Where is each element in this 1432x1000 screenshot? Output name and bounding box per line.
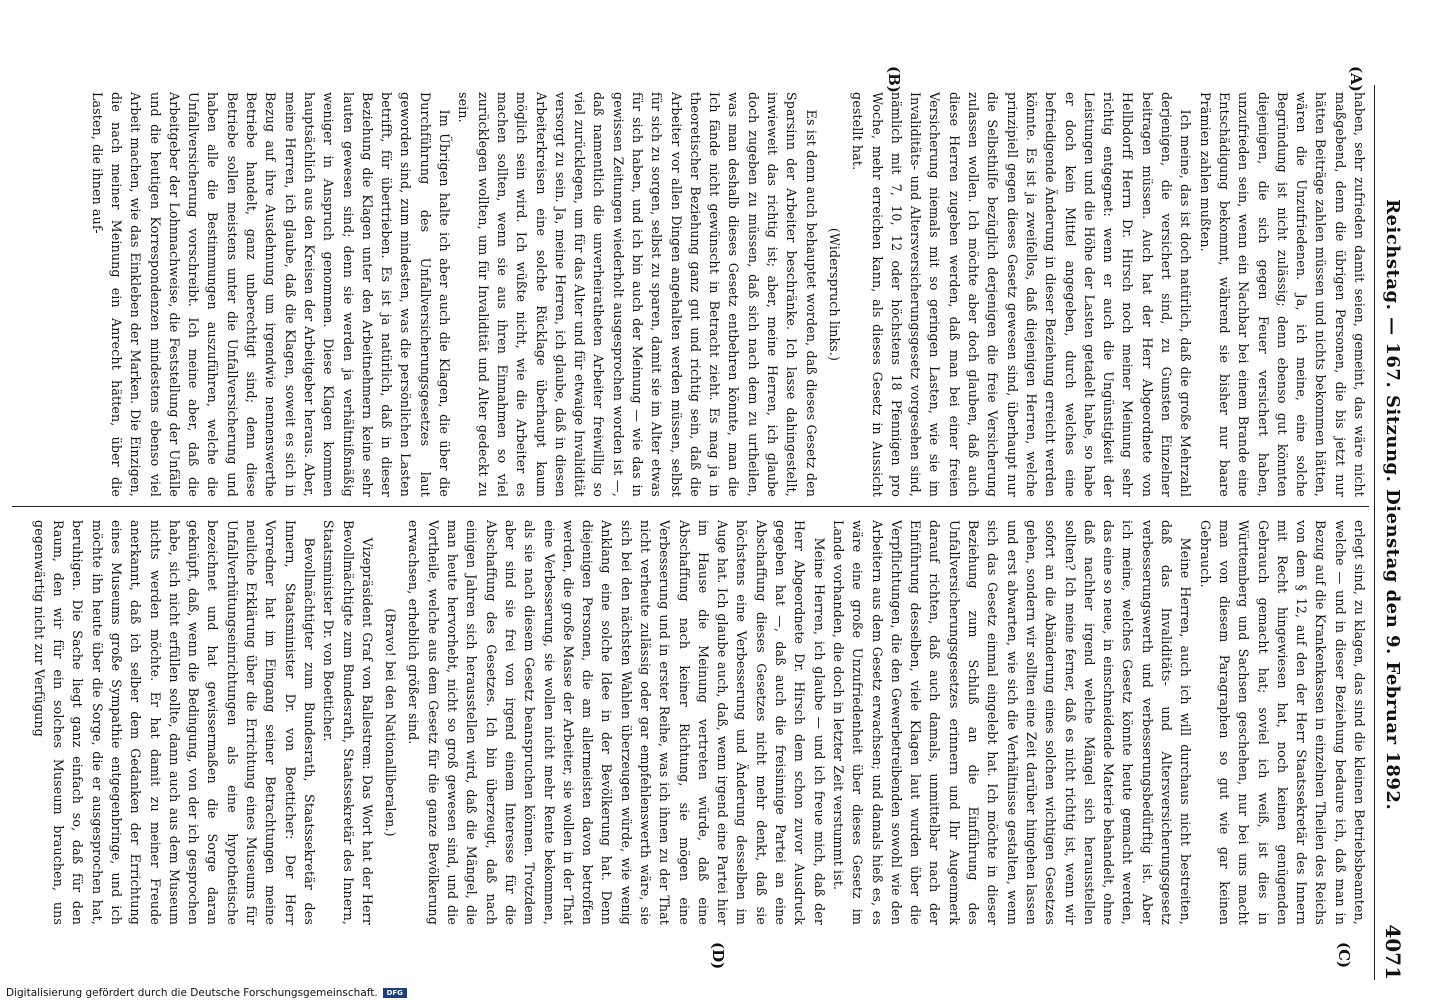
- margin-marker-b: (B): [885, 66, 903, 93]
- paragraph: Meine Herren, ich glaube — und ich freue mich, daß der Herr Abgeordnete Dr. Hirsch dem schon zuvor Ausdruck gegeben hat —, daß auch die freisinnige Partei an eine Abschaffung dieses Gesetzes nicht mehr denkt, daß sie höchstens eine Verbesserung und Änderung desselben im Auge hat. Ich glaube auch, daß, wenn irgend eine Partei hier im Hause die Meinung vertreten würde, daß eine Abschaffung nach keiner Richtung, sie mögen eine Verbesserung und in erster Reihe, was ich ihnen zu der That nicht verheute zulässig oder gar empfehlenswerth wäre, sie sich bei den nächsten Wahlen überzeugen würde, wie wenig Anklang eine solche Idee in der Bevölkerung hat. Denn diejenigen Personen, die am allermeisten davon betroffen werden, die große Masse der Arbeiter, sie wollen in der That eine Verbesserung, sie wollen nicht mehr Rente bekommen, als sie nach diesem Gesetz beanspruchen können. Trotzdem aber sind sie frei von irgend einem Interesse für die Abschaffung des Gesetzes. Ich bin überzeugt, daß nach einigen Jahren sich herausstellen wird, daß die Mängel, die man heute hervorhebt, nicht so groß gewesen sind, und die Vortheile, welche aus dem Gesetz für die ganze Bevölkerung erwachsen, erheblich größer sind.: [406, 520, 827, 925]
- paragraph: haben, sehr zufrieden damit seien, gemeint, das wäre nicht maßgebend, denn die übrigen Personen, die bis jetzt nur hätten Beiträge zahlen müssen und nichts bekommen hätten, wären die Unzufriedenen. Ja, ich meine, eine solche Begründung ist nicht zulässig; denn ebenso gut könnten diejenigen, die sich gegen Feuer versichert haben, unzufrieden sein, wenn ein Nachbar bei einem Brande eine Entschädigung bekommt, während sie bisher nur baare Prämien zahlen mußten.: [1197, 92, 1367, 497]
- paragraph: Es ist denn auch behauptet worden, daß dieses Gesetz den Sparsinn der Arbeiter beschränke. Ich lasse dahingestellt, inwieweit das richtig ist; aber, meine Herren, ich glaube doch zugeben zu müssen, daß sich nach dem zu urtheilen, was man deshalb dieses Gesetz entbehren könnte, man die Ich fände nicht gewünscht in Betracht zieht. Es mag ja in theoretischer Beziehung ganz gut und richtig sein, daß die Arbeiter vor allen Dingen angehalten werden müssen, selbst für sich zu sorgen, selbst zu sparen, damit sie im Alter etwas für sich haben, und ich bin auch der Meinung — wie das in gewissen Zeitungen wiederholt ausgesprochen worden ist —, daß namentlich die unverheiratheten Arbeiter freiwillig so viel zurücklegen, um für das Alter und für etwaige Invalidität versorgt zu sein. Ja, meine Herren, ich glaube, daß in diesen Arbeiterkreisen eine solche Rücklage überhaupt kaum möglich sein wird. Ich wüßte nicht, wie die Arbeiter es machen sollten, wenn sie aus ihren Einnahmen so viel zurücklegen wollten, um für Invalidität und Alter gedeckt zu sein.: [456, 92, 819, 497]
- speaker-paragraph: Bevollmächtigter zum Bundesrath, Staatssekretär des Innern, Staatsminister Dr. von Boetticher: Der Herr Vorredner hat im Eingang seiner Betrachtungen meine neuliche Erklärung über die Errichtung eines Museums für Unfallverhütungseinrichtungen als eine hypothetische bezeichnet und hat gewissermaßen die Sorge daran geknüpft, daß, wenn die Bedingung, von der ich gesprochen habe, sich nicht erfüllen sollte, dann auch aus dem Museum nichts werden möchte. Er hat damit zu meiner Freude anerkannt, daß ich selber dem Gedanken der Errichtung eines Museums große Sympathie entgegenbringe, und ich möchte ihn heute über die Sorge, die er ausgesprochen hat, beruhigen. Die Sache liegt ganz einfach so, daß für den Raum, den wir für ein solches Museum brauchen, uns gegenwärtig nicht zur Verfügung: [31, 520, 317, 925]
- paragraph: Im Übrigen halte ich aber auch die Klagen, die über die Durchführung des Unfallversicherungsgesetzes laut geworden sind, zum mindesten, was die persönlichen Lasten betrifft, für übertrieben. Es ist ja natürlich, daß in dieser Beziehung die Klagen unter den Arbeitnehmern keine sehr lauten gewesen sind; denn sie werden ja verhältnißmäßig weniger in Anspruch genommen. Diese Klagen kommen hauptsächlich aus den Kreisen der Arbeitgeber heraus. Aber, meine Herren, ich glaube, daß die Klagen, soweit es sich in Bezug auf ihre Ausdehnung um irgendwie nennenswerthe Betriebe handelt, ganz unberechtigt sind; denn diese Betriebe sollen meistens unter die Unfallversicherung und haben alle die Bestimmungen auszuführen, welche die Unfallversicherung vorschreibt. Ich meine aber, daß die Arbeitgeber der Lohnnachweise, die Feststellung der Unfälle und die heutigen Korrespondenzen mindestens ebenso viel Arbeit machen, wie das Einkleben der Marken. Die Einzigen, die nach meiner Meinung ein Anrecht hätten, über die Lasten, die ihnen auf-: [89, 92, 453, 497]
- header-title: Reichstag. — 167. Sitzung. Dienstag den 9. Februar 1892.: [1382, 199, 1404, 811]
- margin-marker-d: (D): [709, 942, 727, 970]
- column-divider: [12, 506, 1369, 507]
- right-text-column: [14, 520, 1369, 925]
- page-header: [1379, 85, 1407, 980]
- interjection: (Widerspruch links.): [826, 227, 842, 362]
- page-number: 4071: [1381, 924, 1405, 980]
- dfg-logo-icon: DFG: [383, 988, 407, 998]
- margin-marker-a: (A): [1347, 66, 1365, 92]
- paragraph: Ich meine, das ist doch natürlich, daß die große Mehrzahl derjenigen, die versichert sind, zu Gunsten Einzelner beitragen müssen. Auch hat der Herr Abgeordnete von Hellbdorff Herrn Dr. Hirsch noch meiner Meinung sehr richtig entgegnet: wenn er auch die Ungünstigkeit der Leistungen und die Höhe der Lasten getadelt habe, so habe er doch kein Mittel angegeben, durch welches eine befriedigende Änderung in dieser Beziehung erreicht werden könnte. Es ist ja zweifellos, daß diejenigen Herren, welche prinzipiell gegen dieses Gesetz gewesen sind, überhaupt nur die Selbsthilfe bezüglich derjenigen die freie Versicherung zulassen wollen. Ich möchte aber doch glauben, daß auch diese Herren zugeben werden, daß man bei einer freien Versicherung niemals mit so geringen Lasten, wie sie im Invaliditäts- und Altersversicherungsgesetz vorgesehen sind, nämlich mit 7, 10, 12 oder höchstens 18 Pfennigen pro Woche, mehr erreichen kann, als dieses Gesetz in Aussicht gestellt hat.: [850, 92, 1194, 497]
- speaker-paragraph: Vizepräsident Graf von Ballestrem: Das Wort hat der Herr Bevollmächtigte zum Bundesrath, Staatssekretär des Innern, Staatsminister Dr. von Boetticher.: [321, 520, 375, 925]
- footer-credit: Digitalisierung gefördert durch die Deutsche Forschungsgemeinschaft.: [6, 987, 378, 999]
- digitization-footer: [0, 986, 1432, 1000]
- left-text-column: [14, 92, 1369, 497]
- paragraph: Meine Herren, auch ich will durchaus nicht bestreiten, daß das Invaliditäts- und Altersversicherungsgesetz verbesserungswerth und verbesserungsbedürftig ist. Aber ich meine, welches Gesetz könnte heute gemacht werden, das eine so neue, in einschneidende Materie behandelt, ohne daß nachher irgend welche Mängel sich herausstellen sollten? Ich meine ferner, daß es nicht richtig ist, wenn wir sofort an die Abänderung eines solchen wichtigen Gesetzes gehen, sondern wir sollten eine Zeit darüber hingehen lassen und erst abwarten, wie sich die Verhältnisse gestalten, wenn sich das Gesetz einmal eingelebt hat. Ich möchte in dieser Beziehung zum Schluß an die Einführung des Unfallversicherungsgesetzes erinnern und Ihr Augenmerk darauf richten, daß auch damals, unmittelbar nach der Einführung desselben, viele Klagen laut wurden über die Verpflichtungen, die den Gewerbetreibenden sowohl wie den Arbeitern aus dem Gesetz erwachsen; und damals hieß es, es wäre eine große Unzufriedenheit über dieses Gesetz im Lande vorhanden, die doch in letzter Zeit verstummt ist.: [830, 520, 1194, 925]
- paragraph: erlegt sind, zu klagen, das sind die kleinen Betriebsbeamten, welche — und in dieser Beziehung bedaure ich, daß man in Bezug auf die Krankenkassen in einzelnen Theilen des Reichs von dem § 12, auf den der Herr Staatssekretär des Innern mit Recht hingewiesen hat, noch keinen genügenden Gebrauch gemacht hat; soviel ich weiß, ist dies in Württemberg und Sachsen geschehen, nur bei uns macht man von diesem Paragraphen so gut wie gar keinen Gebrauch.: [1197, 520, 1367, 925]
- margin-marker-c: (C): [1335, 942, 1353, 969]
- interjection: (Bravo! bei den Nationalliberalen.): [383, 608, 399, 837]
- header-rule: [1374, 85, 1375, 980]
